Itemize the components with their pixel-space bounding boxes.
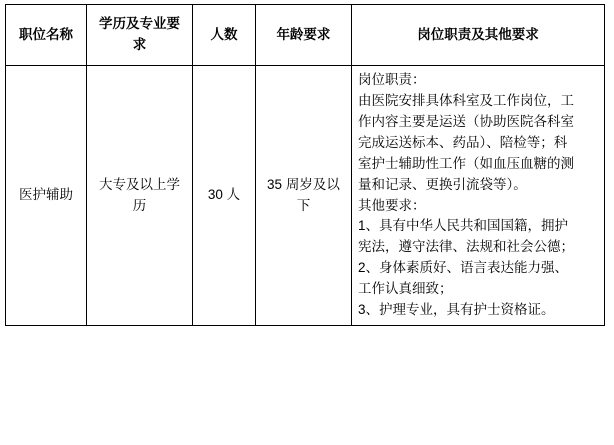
column-header-education: 学历及专业要求 (86, 5, 192, 66)
table-header-row (6, 5, 605, 66)
duty-line: 完成运送标本、药品）、陪检等；科 (358, 134, 568, 150)
duty-line: 量和记录、更换引流袋等）。 (358, 176, 527, 192)
duty-line: 室护士辅助性工作（如血压血糖的测 (358, 155, 574, 171)
duty-line: 工作认真细致； (358, 281, 453, 297)
table-row (6, 66, 605, 326)
job-requirements-table (5, 4, 605, 326)
column-header-duty: 岗位职责及其他要求 (352, 5, 605, 66)
duty-line: 1、具有中华人民共和国国籍，拥护 (358, 218, 569, 234)
cell-education: 大专及以上学历 (86, 66, 192, 326)
cell-duty (352, 66, 605, 326)
duty-line: 由医院安排具体科室及工作岗位，工 (358, 92, 574, 108)
cell-count: 30 人 (193, 66, 256, 326)
column-header-count: 人数 (193, 5, 256, 66)
column-header-age: 年龄要求 (255, 5, 351, 66)
duty-line: 2、身体素质好、语言表达能力强、 (358, 260, 569, 276)
duty-line: 3、护理专业，具有护士资格证。 (358, 302, 555, 318)
table-body (6, 66, 605, 326)
cell-job-name: 医护辅助 (6, 66, 87, 326)
duty-line: 宪法，遵守法律、法规和社会公德； (358, 239, 574, 255)
duty-line: 其他要求： (358, 197, 426, 213)
duty-line: 作内容主要是运送（协助医院各科室 (358, 113, 574, 129)
table-header (6, 5, 605, 66)
cell-age: 35 周岁及以下 (255, 66, 351, 326)
column-header-job-name: 职位名称 (6, 5, 87, 66)
duty-line: 岗位职责： (358, 72, 426, 87)
